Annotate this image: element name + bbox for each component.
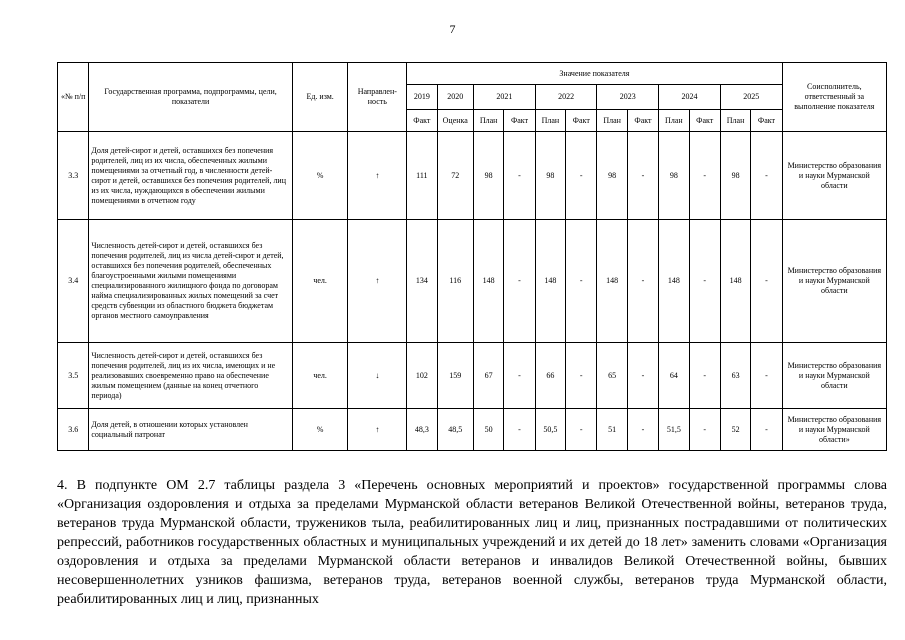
executor-cell: Министерство образования и науки Мурманской области bbox=[782, 132, 886, 220]
value-cell: - bbox=[689, 343, 720, 409]
value-cell: - bbox=[751, 343, 782, 409]
year-2020: 2020 bbox=[437, 85, 473, 110]
direction-cell: ↓ bbox=[348, 343, 407, 409]
value-cell: 102 bbox=[407, 343, 437, 409]
value-cell: - bbox=[689, 220, 720, 343]
subheader-cell: План bbox=[535, 110, 565, 132]
table-row bbox=[58, 343, 887, 409]
value-cell: 148 bbox=[597, 220, 627, 343]
value-cell: 48,3 bbox=[407, 409, 437, 451]
year-2019: 2019 bbox=[407, 85, 437, 110]
value-cell: - bbox=[504, 220, 535, 343]
value-cell: - bbox=[504, 343, 535, 409]
value-cell: 116 bbox=[437, 220, 473, 343]
value-cell: 67 bbox=[473, 343, 503, 409]
row-number: 3.6 bbox=[58, 409, 89, 451]
subheader-cell: Факт bbox=[407, 110, 437, 132]
value-cell: 48,5 bbox=[437, 409, 473, 451]
value-cell: 51,5 bbox=[659, 409, 689, 451]
header-num: «№ п/п bbox=[58, 63, 89, 132]
value-cell: - bbox=[504, 132, 535, 220]
year-2024: 2024 bbox=[659, 85, 721, 110]
value-cell: 72 bbox=[437, 132, 473, 220]
indicator-text: Численность детей-сирот и детей, оставшихся без попечения родителей, лиц из числа детей-сирот и детей, оставшихся без попечения родителей, обеспеченных благоустроенными жилыми помещениями специализированного жилищного фонда по договорам найма специализированных жилых помещений за счет средств субвенции из областного бюджета бюджетам органов местного самоуправления bbox=[89, 220, 292, 343]
header-executor: Соисполнитель, ответственный за выполнение показателя bbox=[782, 63, 886, 132]
value-cell: 148 bbox=[535, 220, 565, 343]
value-cell: 63 bbox=[720, 343, 750, 409]
value-cell: 50 bbox=[473, 409, 503, 451]
subheader-cell: Факт bbox=[751, 110, 782, 132]
subheader-cell: План bbox=[473, 110, 503, 132]
row-number: 3.5 bbox=[58, 343, 89, 409]
direction-cell: ↑ bbox=[348, 132, 407, 220]
header-unit: Ед. изм. bbox=[292, 63, 348, 132]
subheader-cell: Факт bbox=[627, 110, 658, 132]
value-cell: - bbox=[627, 343, 658, 409]
executor-cell: Министерство образования и науки Мурманской области bbox=[782, 343, 886, 409]
value-cell: 98 bbox=[659, 132, 689, 220]
subheader-cell: План bbox=[597, 110, 627, 132]
value-cell: 51 bbox=[597, 409, 627, 451]
value-cell: 50,5 bbox=[535, 409, 565, 451]
year-2023: 2023 bbox=[597, 85, 659, 110]
value-cell: 66 bbox=[535, 343, 565, 409]
page-number: 7 bbox=[449, 22, 456, 36]
subheader-cell: План bbox=[720, 110, 750, 132]
value-cell: - bbox=[566, 343, 597, 409]
value-cell: - bbox=[566, 409, 597, 451]
unit-cell: чел. bbox=[292, 343, 348, 409]
value-cell: - bbox=[627, 409, 658, 451]
row-number: 3.3 bbox=[58, 132, 89, 220]
subheader-cell: Факт bbox=[566, 110, 597, 132]
value-cell: - bbox=[566, 220, 597, 343]
subheader-cell: Факт bbox=[689, 110, 720, 132]
table-row bbox=[58, 409, 887, 451]
value-cell: 64 bbox=[659, 343, 689, 409]
year-2022: 2022 bbox=[535, 85, 597, 110]
direction-cell: ↑ bbox=[348, 409, 407, 451]
executor-cell: Министерство образования и науки Мурманской области» bbox=[782, 409, 886, 451]
value-cell: - bbox=[689, 409, 720, 451]
indicator-text: Доля детей-сирот и детей, оставшихся без попечения родителей, лиц из их числа, обеспеченных жилыми помещениями за отчетный год, в численности детей-сирот и детей, оставшихся без попечения родителей, лиц из их числа, нуждающихся в обеспечении жилыми помещениями в отчетном году bbox=[89, 132, 292, 220]
unit-cell: чел. bbox=[292, 220, 348, 343]
value-cell: 98 bbox=[720, 132, 750, 220]
value-cell: - bbox=[751, 132, 782, 220]
value-cell: 65 bbox=[597, 343, 627, 409]
subheader-cell: Оценка bbox=[437, 110, 473, 132]
value-cell: 148 bbox=[720, 220, 750, 343]
value-cell: 148 bbox=[473, 220, 503, 343]
subheader-cell: Факт bbox=[504, 110, 535, 132]
value-cell: - bbox=[627, 132, 658, 220]
value-cell: 98 bbox=[473, 132, 503, 220]
amendment-paragraph: 4. В подпункте ОМ 2.7 таблицы раздела 3 «Перечень основных мероприятий и проектов» государственной программы слова «Организация оздоровления и отдыха за пределами Мурманской области ветеранов Великой Отечественной войны, ветеранов труда, ветеранов труда Мурманской области, тружеников тыла, реабилитированных лиц и лиц, признанных пострадавшими от политических репрессий, работников государственных областных и муниципальных учреждений и их детей до 18 лет» заменить словами «Организация оздоровления и отдыха за пределами Мурманской области ветеранов и инвалидов Великой Отечественной войны, бывших несовершеннолетних узников фашизма, ветеранов труда, ветеранов военной службы, ветеранов труда Мурманской области, реабилитированных лиц и лиц, признанных bbox=[57, 478, 887, 607]
indicator-text: Численность детей-сирот и детей, оставшихся без попечения родителей, лиц из их числа, имеющих и не реализовавших своевременно право на обеспечение жилым помещением (данные на конец отчетного периода) bbox=[89, 343, 292, 409]
value-cell: 98 bbox=[535, 132, 565, 220]
indicator-text: Доля детей, в отношении которых установлен социальный патронат bbox=[89, 409, 292, 451]
value-cell: - bbox=[627, 220, 658, 343]
value-cell: - bbox=[751, 220, 782, 343]
header-direction: Направлен-ность bbox=[348, 63, 407, 132]
value-cell: - bbox=[504, 409, 535, 451]
indicators-table bbox=[57, 62, 887, 451]
row-number: 3.4 bbox=[58, 220, 89, 343]
subheader-cell: План bbox=[659, 110, 689, 132]
direction-cell: ↑ bbox=[348, 220, 407, 343]
value-cell: 98 bbox=[597, 132, 627, 220]
value-cell: 134 bbox=[407, 220, 437, 343]
table-row bbox=[58, 220, 887, 343]
year-2021: 2021 bbox=[473, 85, 535, 110]
header-program: Государственная программа, подпрограммы, цели, показатели bbox=[89, 63, 292, 132]
value-cell: - bbox=[751, 409, 782, 451]
value-cell: - bbox=[689, 132, 720, 220]
value-cell: 159 bbox=[437, 343, 473, 409]
year-2025: 2025 bbox=[720, 85, 782, 110]
value-cell: 111 bbox=[407, 132, 437, 220]
table-row bbox=[58, 132, 887, 220]
value-cell: - bbox=[566, 132, 597, 220]
value-cell: 52 bbox=[720, 409, 750, 451]
unit-cell: % bbox=[292, 409, 348, 451]
executor-cell: Министерство образования и науки Мурманской области bbox=[782, 220, 886, 343]
header-value: Значение показателя bbox=[407, 63, 783, 85]
unit-cell: % bbox=[292, 132, 348, 220]
value-cell: 148 bbox=[659, 220, 689, 343]
